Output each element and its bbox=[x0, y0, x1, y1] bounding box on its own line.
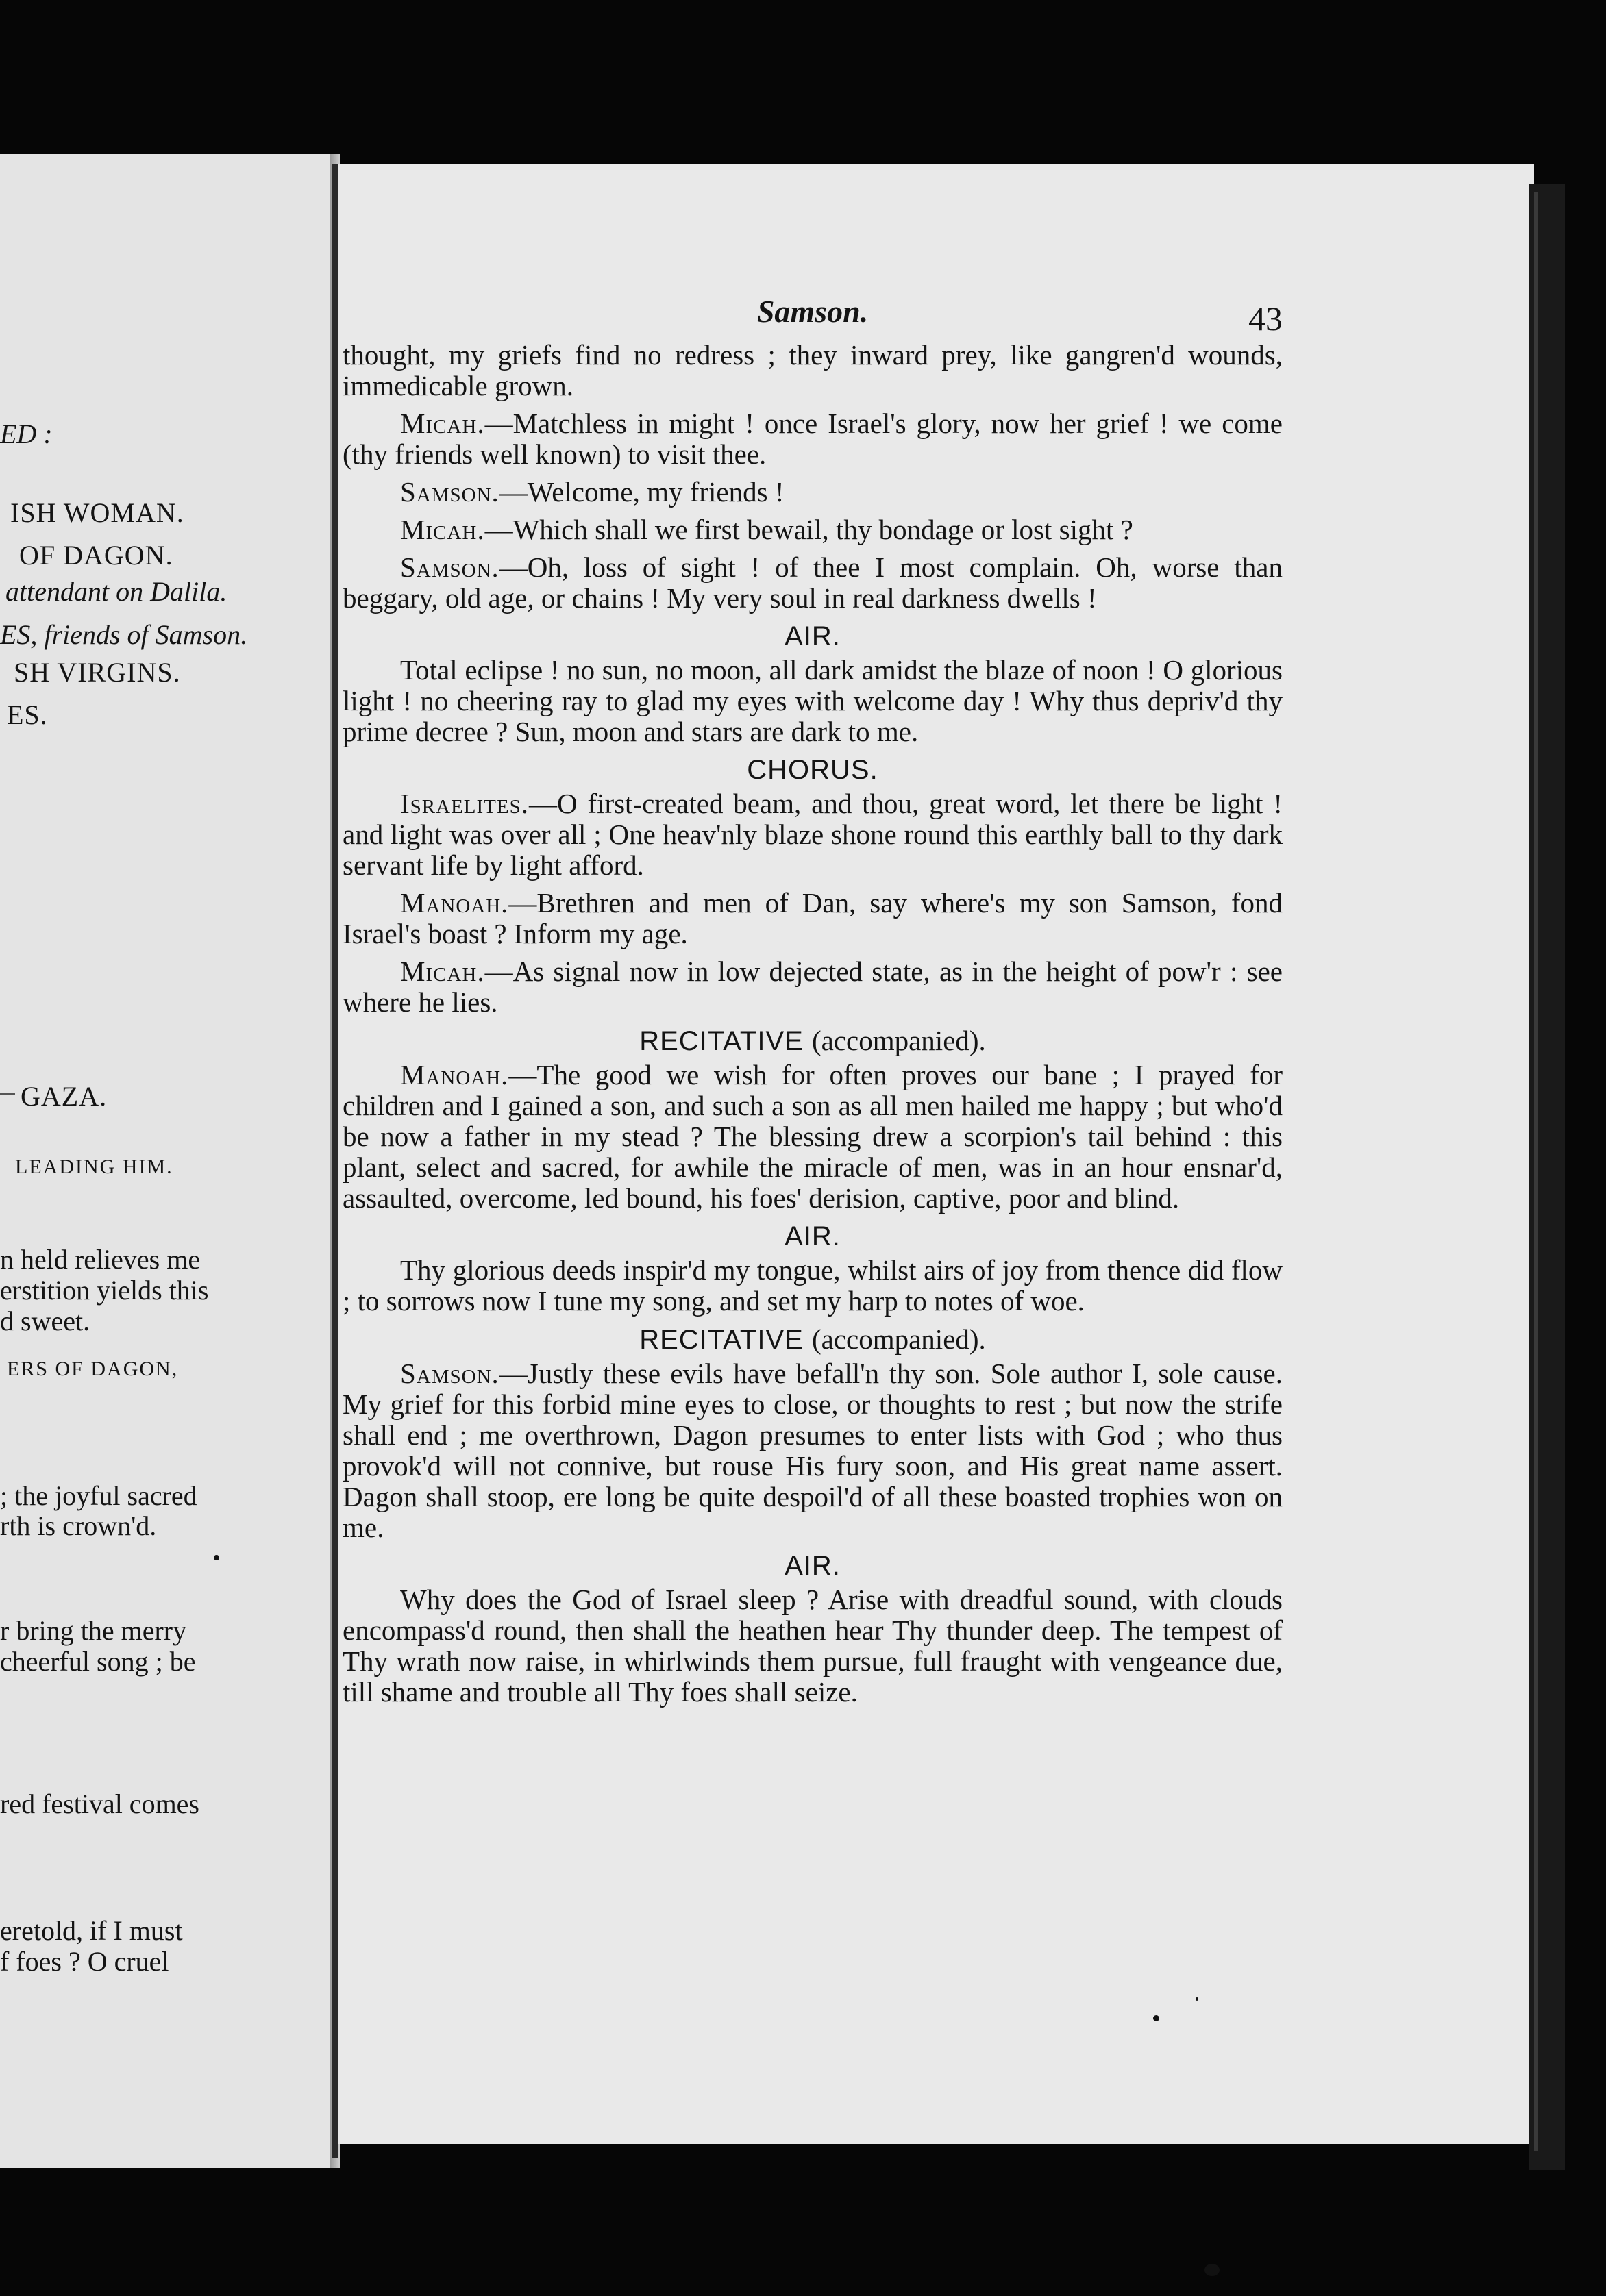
left-page-fragment: eretold, if I must bbox=[0, 1915, 183, 1946]
dialogue-paragraph bbox=[343, 655, 1283, 747]
speaker-name: Micah. bbox=[400, 408, 485, 439]
paragraph-text: —Justly these evils have befall'n thy son. Sole author I, sole cause. My grief for this forbid mine eyes to close, or thoughts to rest ; but now the strife shall end ; me overthrown, Dagon presumes to enter lists with God ; who thus provok'd will not connive, but rouse His fury soon, and His great name assert. Dagon shall stoop, ere long be quite despoil'd of all these boasted trophies won on me. bbox=[343, 1358, 1283, 1543]
dialogue-paragraph bbox=[343, 788, 1283, 881]
left-page-fragment: SH VIRGINS. bbox=[14, 657, 181, 688]
dialogue-paragraph bbox=[343, 1584, 1283, 1708]
speaker-name: Samson. bbox=[400, 1358, 499, 1389]
left-page-fragment: GAZA. bbox=[21, 1081, 108, 1112]
left-page-fragment: n held relieves me bbox=[0, 1244, 201, 1275]
paragraph-text: thought, my griefs find no redress ; they inward prey, like gangren'd wounds, immedicable grown. bbox=[343, 339, 1283, 401]
paragraph-text: —O first-created beam, and thou, great word, let there be light ! and light was over all ; One heav'nly blaze shone round this earthly ball to thy dark servant life by light afford. bbox=[343, 788, 1283, 881]
left-page-fragment: OF DAGON. bbox=[19, 540, 173, 571]
paragraph-text: —As signal now in low dejected state, as in the height of pow'r : see where he lies. bbox=[343, 956, 1283, 1018]
heading-label: RECITATIVE bbox=[639, 1026, 804, 1056]
dialogue-paragraph bbox=[343, 477, 1283, 508]
paragraph-text: Thy glorious deeds inspir'd my tongue, whilst airs of joy from thence did flow ; to sorrows now I tune my song, and set my harp to notes of woe. bbox=[343, 1254, 1283, 1317]
page-number: 43 bbox=[1248, 299, 1283, 338]
paragraph-text: —Matchless in might ! once Israel's glory, now her grief ! we come (thy friends well known) to visit thee. bbox=[343, 408, 1283, 470]
dialogue-paragraph bbox=[343, 1060, 1283, 1214]
left-page-fragment: cheerful song ; be bbox=[0, 1646, 196, 1677]
speaker-name: Micah. bbox=[400, 514, 485, 545]
paragraph-text: —Welcome, my friends ! bbox=[499, 476, 785, 508]
heading-label: AIR. bbox=[785, 621, 841, 651]
heading-label: RECITATIVE bbox=[639, 1325, 804, 1355]
paragraph-text: —The good we wish for often proves our bane ; I prayed for children and I gained a son, and such a son as all men hailed me happy ; but who'd be now a father in my stead ? The blessing drew a scorpion's tail behind : this plant, select and sacred, for awhile the miracle of men, was in an hour ensnar'd, assaulted, overcome, led bound, his foes' derision, captive, poor and blind. bbox=[343, 1059, 1283, 1214]
left-page-dash bbox=[0, 1093, 15, 1095]
left-page-fragment: d sweet. bbox=[0, 1306, 90, 1336]
left-page bbox=[0, 154, 330, 2168]
section-heading bbox=[343, 1025, 1283, 1057]
running-title: Samson. bbox=[756, 294, 869, 329]
dialogue-paragraph bbox=[343, 408, 1283, 470]
speaker-name: Micah. bbox=[400, 956, 485, 987]
paragraph-text: —Which shall we first bewail, thy bondage or lost sight ? bbox=[484, 514, 1133, 545]
left-page-fragment: attendant on Dalila. bbox=[5, 576, 227, 607]
page-speck bbox=[214, 1555, 219, 1560]
dialogue-paragraph bbox=[343, 888, 1283, 949]
speaker-name: Samson. bbox=[400, 476, 499, 508]
left-page-fragment: erstition yields this bbox=[0, 1275, 209, 1306]
speaker-name: Israelites. bbox=[400, 788, 529, 819]
body-text bbox=[343, 340, 1283, 1708]
page-speck bbox=[1196, 1997, 1198, 2001]
section-heading bbox=[343, 754, 1283, 786]
paragraph-text: —Oh, loss of sight ! of thee I most complain. Oh, worse than beggary, old age, or chains ! My very soul in real darkness dwells ! bbox=[343, 551, 1283, 614]
dialogue-paragraph bbox=[343, 514, 1283, 545]
paragraph-text: Total eclipse ! no sun, no moon, all dark amidst the blaze of noon ! O glorious light ! no cheering ray to glad my eyes with welcome day ! Why thus depriv'd thy prime decree ? Sun, moon and stars are dark to me. bbox=[343, 654, 1283, 747]
left-page-fragment: r bring the merry bbox=[0, 1615, 187, 1646]
left-page-fragment: f foes ? O cruel bbox=[0, 1946, 169, 1977]
section-heading bbox=[343, 1323, 1283, 1356]
left-page-fragment: ED : bbox=[0, 419, 53, 449]
heading-qualifier: (accompanied). bbox=[811, 1025, 986, 1056]
section-heading bbox=[343, 1550, 1283, 1582]
heading-qualifier: (accompanied). bbox=[811, 1323, 986, 1355]
page-speck bbox=[1204, 2264, 1220, 2276]
dialogue-paragraph bbox=[343, 552, 1283, 614]
left-page-fragment: LEADING HIM. bbox=[15, 1156, 173, 1178]
spine-shadow bbox=[332, 164, 338, 2158]
left-page-fragment: ISH WOMAN. bbox=[10, 497, 184, 528]
dialogue-paragraph bbox=[343, 340, 1283, 401]
speaker-name: Samson. bbox=[400, 551, 499, 583]
speaker-name: Manoah. bbox=[400, 1059, 509, 1090]
left-page-fragment: ; the joyful sacred bbox=[0, 1480, 197, 1511]
page-text-block bbox=[343, 288, 1283, 1714]
left-page-fragment: ERS OF DAGON, bbox=[7, 1358, 179, 1380]
page-speck bbox=[1153, 2015, 1159, 2021]
dialogue-paragraph bbox=[343, 1255, 1283, 1317]
section-heading bbox=[343, 1221, 1283, 1252]
section-heading bbox=[343, 621, 1283, 652]
speaker-name: Manoah. bbox=[400, 887, 509, 919]
left-page-fragment: ES, friends of Samson. bbox=[0, 619, 248, 650]
dialogue-paragraph bbox=[343, 956, 1283, 1018]
paragraph-text: —Brethren and men of Dan, say where's my son Samson, fond Israel's boast ? Inform my age. bbox=[343, 887, 1283, 949]
dialogue-paragraph bbox=[343, 1358, 1283, 1543]
page-edge-inner bbox=[1534, 192, 1538, 2151]
paragraph-text: Why does the God of Israel sleep ? Arise with dreadful sound, with clouds encompass'd round, then shall the heathen hear Thy thunder deep. The tempest of Thy wrath now raise, in whirlwinds them pursue, full fraught with vengeance due, till shame and trouble all Thy foes shall seize. bbox=[343, 1584, 1283, 1708]
heading-label: AIR. bbox=[785, 1221, 841, 1251]
left-page-fragment: rth is crown'd. bbox=[0, 1510, 157, 1541]
left-page-fragment: ES. bbox=[7, 699, 48, 730]
heading-label: CHORUS. bbox=[747, 755, 878, 785]
running-head bbox=[343, 288, 1283, 340]
heading-label: AIR. bbox=[785, 1551, 841, 1581]
left-page-fragment: red festival comes bbox=[0, 1788, 199, 1819]
